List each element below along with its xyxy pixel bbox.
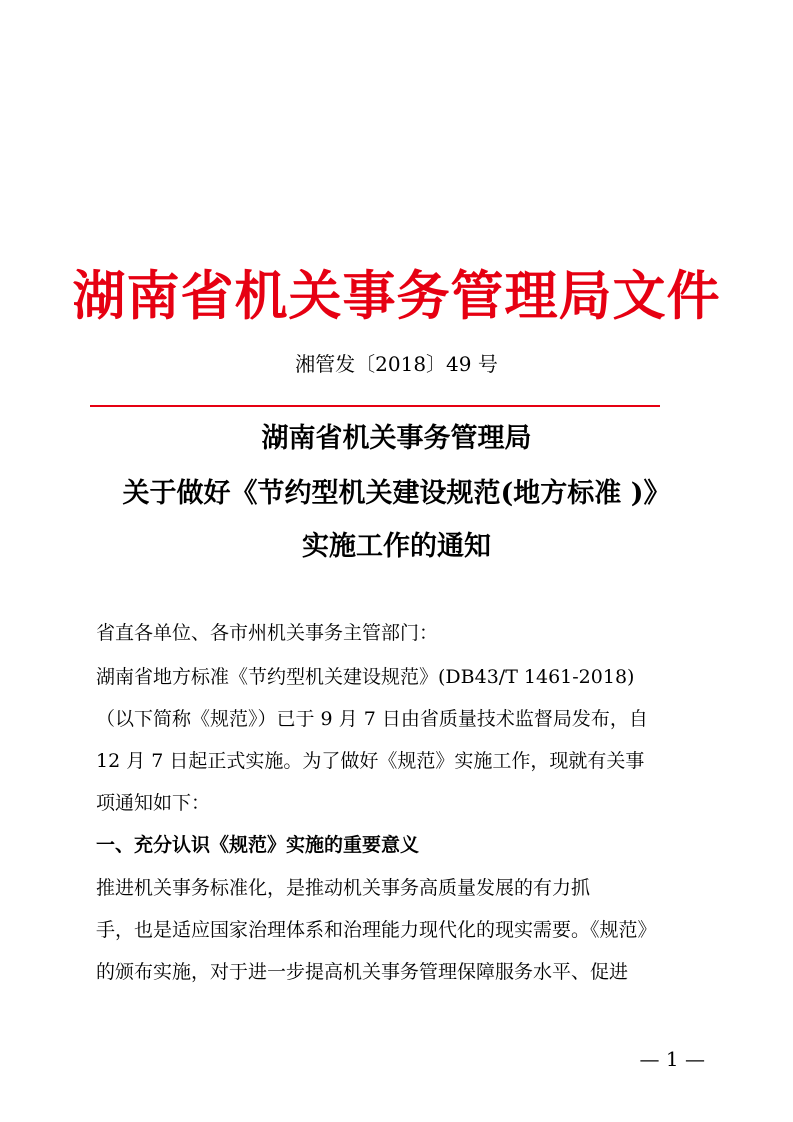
section-heading: 一、充分认识《规范》实施的重要意义: [96, 834, 420, 856]
notice-title-line-3: 实施工作的通知: [302, 531, 491, 562]
body-line: 12 月 7 日起正式实施。为了做好《规范》实施工作，现就有关事: [96, 750, 645, 772]
body-line: 推进机关事务标准化，是推动机关事务高质量发展的有力抓: [96, 877, 591, 899]
addressee: 省直各单位、各市州机关事务主管部门：: [96, 622, 439, 644]
issuer-title: 湖南省机关事务管理局文件: [72, 266, 721, 327]
body-line: 湖南省地方标准《节约型机关建设规范》(DB43/T 1461-2018): [96, 666, 635, 688]
notice-title-line-1: 湖南省机关事务管理局: [261, 423, 532, 454]
notice-title-line-2: 关于做好《节约型机关建设规范(地方标准 )》: [122, 478, 671, 509]
document-number: 湘管发〔2018〕49 号: [295, 352, 498, 376]
page-number: — 1 —: [639, 1047, 705, 1071]
body-line: 的颁布实施，对于进一步提高机关事务管理保障服务水平、促进: [96, 961, 629, 983]
red-divider-line: [90, 405, 660, 407]
body-line: 项通知如下：: [96, 792, 211, 814]
body-line: （以下简称《规范》）已于 9 月 7 日由省质量技术监督局发布，自: [96, 708, 648, 730]
body-line: 手，也是适应国家治理体系和治理能力现代化的现实需要。《规范》: [96, 919, 657, 941]
